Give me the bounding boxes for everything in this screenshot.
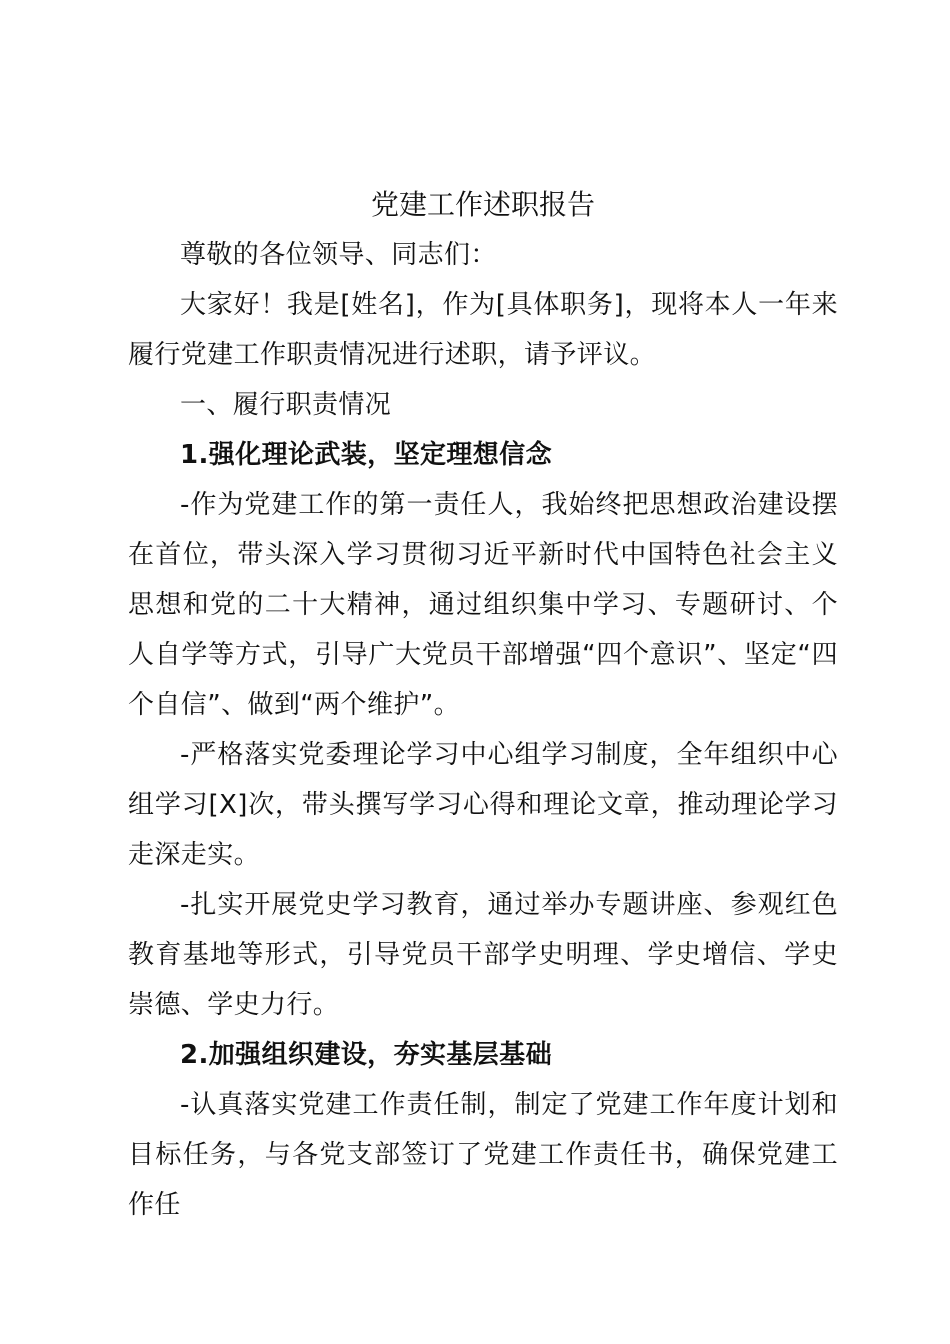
section-heading-1: 一、履行职责情况 (180, 390, 392, 420)
body-paragraph: -认真落实党建工作责任制，制定了党建工作年度计划和目标任务，与各党支部签订了党建工作责任书，确保党建工作任 (128, 1090, 838, 1220)
body-paragraph: -严格落实党委理论学习中心组学习制度，全年组织中心组学习[X]次，带头撰写学习心得和理论文章，推动理论学习走深走实。 (128, 740, 838, 870)
body-paragraph: -作为党建工作的第一责任人，我始终把思想政治建设摆在首位，带头深入学习贯彻习近平新时代中国特色社会主义思想和党的二十大精神，通过组织集中学习、专题研讨、个人自学等方式，引导广大党员干部增强“四个意识”、坚定“四个自信”、做到“两个维护”。 (128, 490, 838, 720)
salutation: 尊敬的各位领导、同志们： (180, 240, 497, 270)
document-body (128, 180, 838, 1230)
subsection-heading-2: 2.加强组织建设，夯实基层基础 (180, 1040, 552, 1070)
body-paragraph: -扎实开展党史学习教育，通过举办专题讲座、参观红色教育基地等形式，引导党员干部学史明理、学史增信、学史崇德、学史力行。 (128, 890, 838, 1020)
subsection-heading-1: 1.强化理论武装，坚定理想信念 (180, 440, 552, 470)
opening-paragraph: 大家好！我是[姓名]，作为[具体职务]，现将本人一年来履行党建工作职责情况进行述职，请予评议。 (128, 290, 838, 370)
document-title: 党建工作述职报告 (370, 188, 595, 221)
